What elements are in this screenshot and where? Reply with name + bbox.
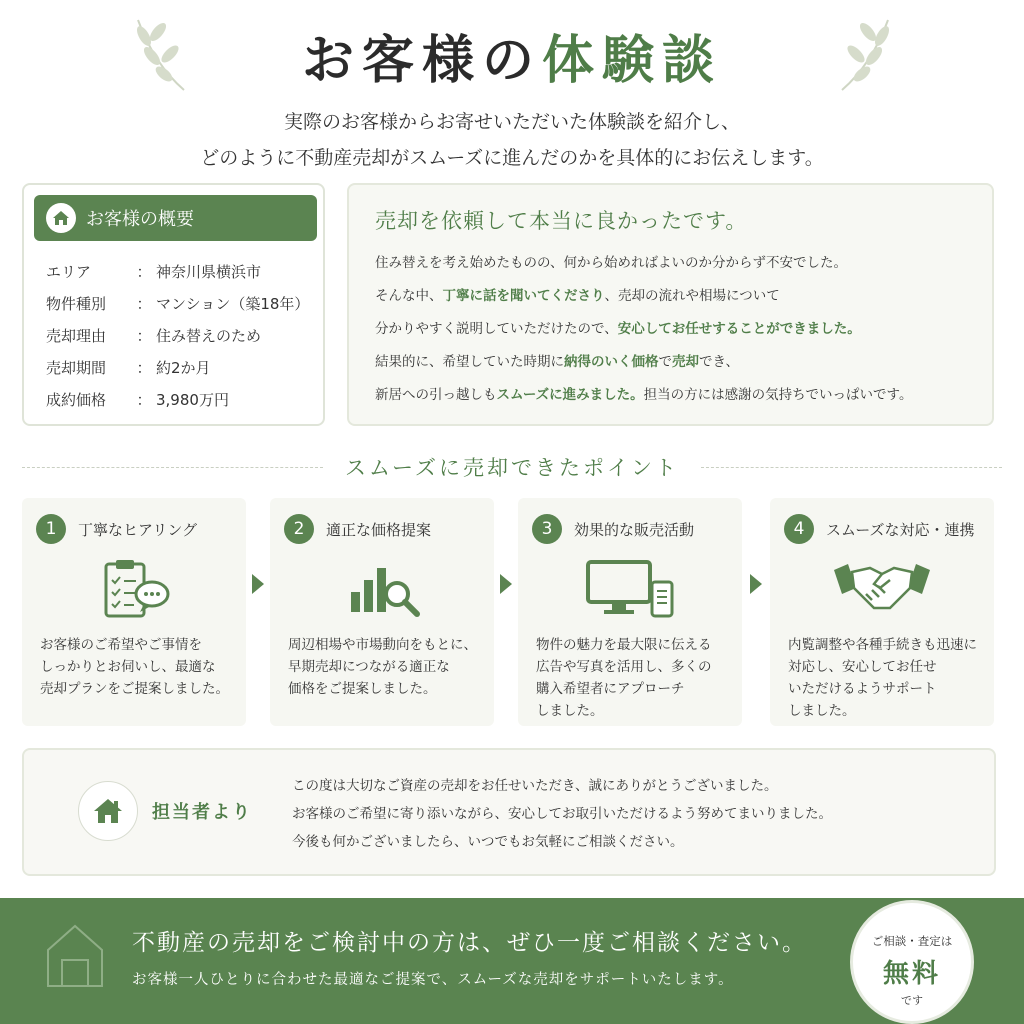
staff-message [292,772,832,856]
monitor-phone-icon [518,558,742,624]
point-title: 効果的な販売活動 [574,520,695,539]
house-outline-icon [44,920,106,988]
testimonial-text: 住み替えを考え始めたものの、何から始めればよいのか分からず不安でした。 [375,255,847,271]
profile-value: マンション（築18年） [156,294,310,313]
point-header [532,514,694,544]
profile-label: 成約価格 [46,390,107,409]
profile-colon: ： [136,262,152,281]
point-description [788,634,988,722]
point-number: 4 [784,514,814,544]
profile-row [46,351,309,383]
testimonial-line [375,379,912,412]
point-line: 広告や写真を活用し、多くの [536,659,712,675]
handshake-icon [770,558,994,624]
staff-line: お客様のご希望に寄り添いながら、安心してお取引いただけるよう努めてまいりました。 [292,806,832,822]
footer-headline: 不動産の売却をご検討中の方は、ぜひ一度ご相談ください。 [132,930,807,956]
point-line: 価格をご提案しました。 [288,681,437,697]
point-line: しました。 [536,703,604,719]
testimonial-line [375,280,912,313]
badge-line: ご相談・査定は [871,934,953,948]
testimonial-highlight: 安心してお任せすることができました。 [617,321,861,337]
divider [22,467,323,468]
point-description [288,634,488,700]
point-line: 対応し、安心してお任せ [788,659,937,675]
profile-colon: ： [136,390,152,409]
testimonial-highlight: 納得のいく価格 [564,354,659,370]
point-card [270,498,494,726]
page-title [0,18,1024,93]
testimonial-text: 、売却の流れや相場について [604,288,780,304]
staff-line: 今後も何かございましたら、いつでもお気軽にご相談ください。 [292,834,684,850]
badge-highlight: 無料 [882,959,941,989]
testimonial-line [375,313,912,346]
profile-colon: ： [136,358,152,377]
testimonial-line [375,346,912,379]
testimonial-card [347,183,994,426]
footer-subtext: お客様一人ひとりに合わせた最適なご提案で、スムーズな売却をサポートいたします。 [132,972,734,988]
staff-line: この度は大切なご資産の売却をお任せいただき、誠にありがとうございました。 [292,778,778,794]
point-description [40,634,240,700]
testimonial-highlight: 丁寧に話を聞いてくださり [442,288,605,304]
testimonial-text: 新居への引っ越しも [375,387,497,403]
point-line: しっかりとお伺いし、最適な [40,659,216,675]
intro-text [0,104,1024,176]
point-card [518,498,742,726]
point-line: しました。 [788,703,856,719]
point-line: 売却プランをご提案しました。 [40,681,229,697]
page-title-accent: 体験談 [542,30,723,91]
point-card [770,498,994,726]
profile-label: 売却理由 [46,326,107,345]
point-card [22,498,246,726]
profile-label: エリア [46,262,92,281]
points-title: スムーズに売却できたポイント [345,456,679,480]
profile-colon: ： [136,326,152,345]
testimonial-highlight: 売却 [672,354,699,370]
point-line: 購入希望者にアプローチ [536,681,685,697]
clipboard-chat-icon [22,558,246,624]
profile-value: 神奈川県横浜市 [156,262,262,281]
point-number: 1 [36,514,66,544]
free-consultation-badge [850,900,974,1024]
testimonial-text: 分かりやすく説明していただけたので、 [375,321,618,337]
staff-label: 担当者より [152,802,252,823]
testimonial-text: そんな中、 [375,288,443,304]
point-line: 物件の魅力を最大限に伝える [536,637,712,653]
point-header [36,514,197,544]
profile-label: 売却期間 [46,358,107,377]
point-title: スムーズな対応・連携 [826,520,975,539]
point-header [284,514,431,544]
arrow-right-icon [750,574,762,594]
testimonial-text: 担当の方には感謝の気持ちでいっぱいです。 [643,387,913,403]
profile-row [46,287,309,319]
profile-value: 3,980万円 [156,390,229,409]
point-description [536,634,736,722]
bar-chart-magnifier-icon [270,558,494,624]
profile-value: 住み替えのため [156,326,262,345]
divider [701,467,1002,468]
point-line: いただけるようサポート [788,681,937,697]
customer-profile-card [22,183,325,426]
arrow-right-icon [252,574,264,594]
intro-line: どのように不動産売却がスムーズに進んだのかを具体的にお伝えします。 [200,147,824,169]
point-line: 早期売却につながる適正な [288,659,450,675]
point-number: 3 [532,514,562,544]
staff-message-card [22,748,996,876]
profile-row [46,319,309,351]
testimonial-line [375,247,912,280]
point-number: 2 [284,514,314,544]
page-title-pre: お客様の [301,30,542,91]
profile-value: 約2か月 [156,358,211,377]
profile-header [34,195,317,241]
point-line: 内覧調整や各種手続きも迅速に [788,637,977,653]
intro-line: 実際のお客様からお寄せいただいた体験談を紹介し、 [283,111,740,133]
testimonial-body [375,247,912,412]
profile-heading: お客様の概要 [86,209,194,230]
badge-line: です [901,994,923,1007]
profile-colon: ： [136,294,152,313]
profile-row [46,383,309,415]
house-icon [46,203,76,233]
testimonial-highlight: スムーズに進みました。 [496,387,644,403]
points-section-title [0,452,1024,482]
point-title: 適正な価格提案 [326,520,432,539]
testimonial-text: でき、 [699,354,739,370]
testimonial-text: で [658,354,672,370]
testimonial-text: 結果的に、希望していた時期に [375,354,564,370]
point-line: お客様のご希望やご事情を [40,637,202,653]
profile-rows [46,255,309,415]
point-title: 丁寧なヒアリング [78,520,198,539]
testimonial-heading: 売却を依頼して本当に良かったです。 [375,209,748,233]
point-line: 周辺相場や市場動向をもとに、 [288,637,477,653]
house-icon [78,781,138,841]
arrow-right-icon [500,574,512,594]
profile-row [46,255,309,287]
point-header [784,514,975,544]
profile-label: 物件種別 [46,294,107,313]
